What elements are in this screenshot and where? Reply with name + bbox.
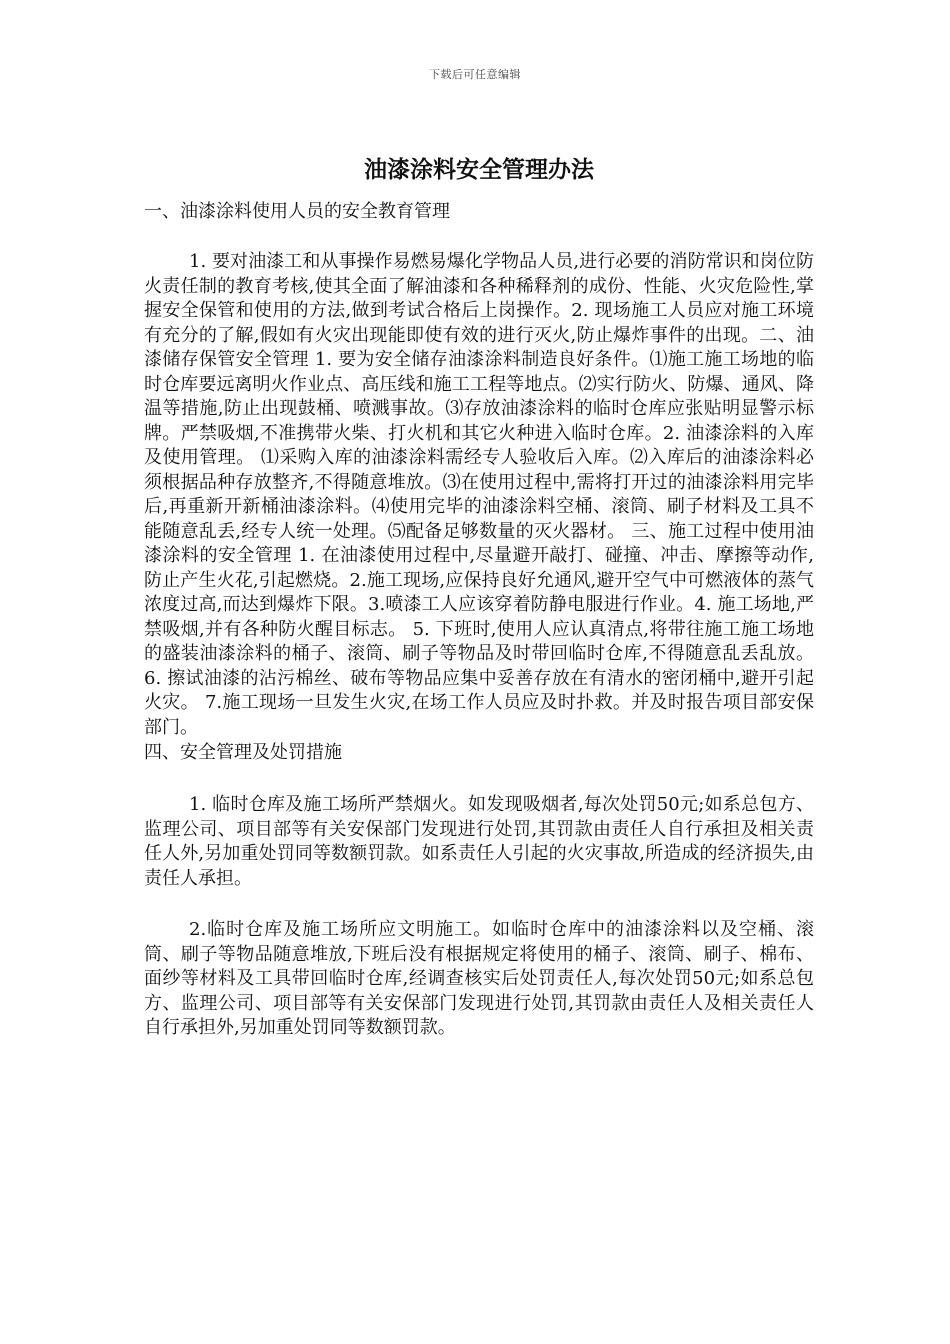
document-body [144,148,814,1041]
section-heading-one: 一、油漆涂料使用人员的安全教育管理 [144,201,450,222]
body-paragraph: 1. 要对油漆工和从事操作易燃易爆化学物品人员,进行必要的消防常识和岗位防火责任制的教育考核,使其全面了解油漆和各种稀释剂的成份、性能、火灾危险性,掌握安全保管和使用的方法,做到考试合格后上岗操作。2. 现场施工人员应对施工环境有充分的了解,假如有火灾出现能即使有效的进行灭火,防止爆炸事件的出现。二、油漆储存保管安全管理 1. 要为安全储存油漆涂料制造良好条件。⑴施工施工场地的临时仓库要远离明火作业点、高压线和施工工程等地点。⑵实行防火、防爆、通风、降温等措施,防止出现鼓桶、喷溅事故。⑶存放油漆涂料的临时仓库应张贴明显警示标牌。严禁吸烟,不准携带火柴、打火机和其它火种进入临时仓库。2. 油漆涂料的入库及使用管理。 ⑴采购入库的油漆涂料需经专人验收后入库。⑵入库后的油漆涂料必须根据品种存放整齐,不得随意堆放。⑶在使用过程中,需将打开过的油漆涂料用完毕后,再重新开新桶油漆涂料。⑷使用完毕的油漆涂料空桶、滚筒、刷子材料及工具不能随意乱丢,经专人统一处理。⑸配备足够数量的灭火器材。 三、施工过程中使用油漆涂料的安全管理 1. 在油漆使用过程中,尽量避开敲打、碰撞、冲击、摩擦等动作,防止产生火花,引起燃烧。2.施工现场,应保持良好允通风,避开空气中可燃液体的蒸气浓度过高,而达到爆炸下限。3.喷漆工人应该穿着防静电服进行作业。4. 施工场地,严禁吸烟,并有各种防火醒目标志。 5. 下班时,使用人应认真清点,将带往施工施工场地的盛装油漆涂料的桶子、滚筒、刷子等物品及时带回临时仓库,不得随意乱丢乱放。 6. 擦试油漆的沾污棉丝、破布等物品应集中妥善存放在有清水的密闭桶中,避开引起火灾。 7.施工现场一旦发生火灾,在场工作人员应及时扑救。并及时报告项目部安保部门。 [144,251,814,738]
penalty-paragraph-2: 2.临时仓库及施工场所应文明施工。如临时仓库中的油漆涂料以及空桶、滚筒、刷子等物品随意堆放,下班后没有根据规定将使用的桶子、滚筒、刷子、棉布、面纱等材料及工具带回临时仓库,经调查核实后处罚责任人,每次处罚50元;如系总包方、监理公司、项目部等有关安保部门发现进行处罚,其罚款由责任人及相关责任人自行承担外,另加重处罚同等数额罚款。 [144,919,814,1038]
page-header: 下载后可任意编辑 [429,68,521,81]
penalty-paragraph-1: 1. 临时仓库及施工场所严禁烟火。如发现吸烟者,每次处罚50元;如系总包方、监理公司、项目部等有关安保部门发现进行处罚,其罚款由责任人自行承担及相关责任人外,另加重处罚同等数额罚款。如系责任人引起的火灾事故,所造成的经济损失,由责任人承担。 [144,794,814,889]
section-heading-four: 四、安全管理及处罚措施 [144,742,342,763]
document-title: 油漆涂料安全管理办法 [364,156,594,183]
